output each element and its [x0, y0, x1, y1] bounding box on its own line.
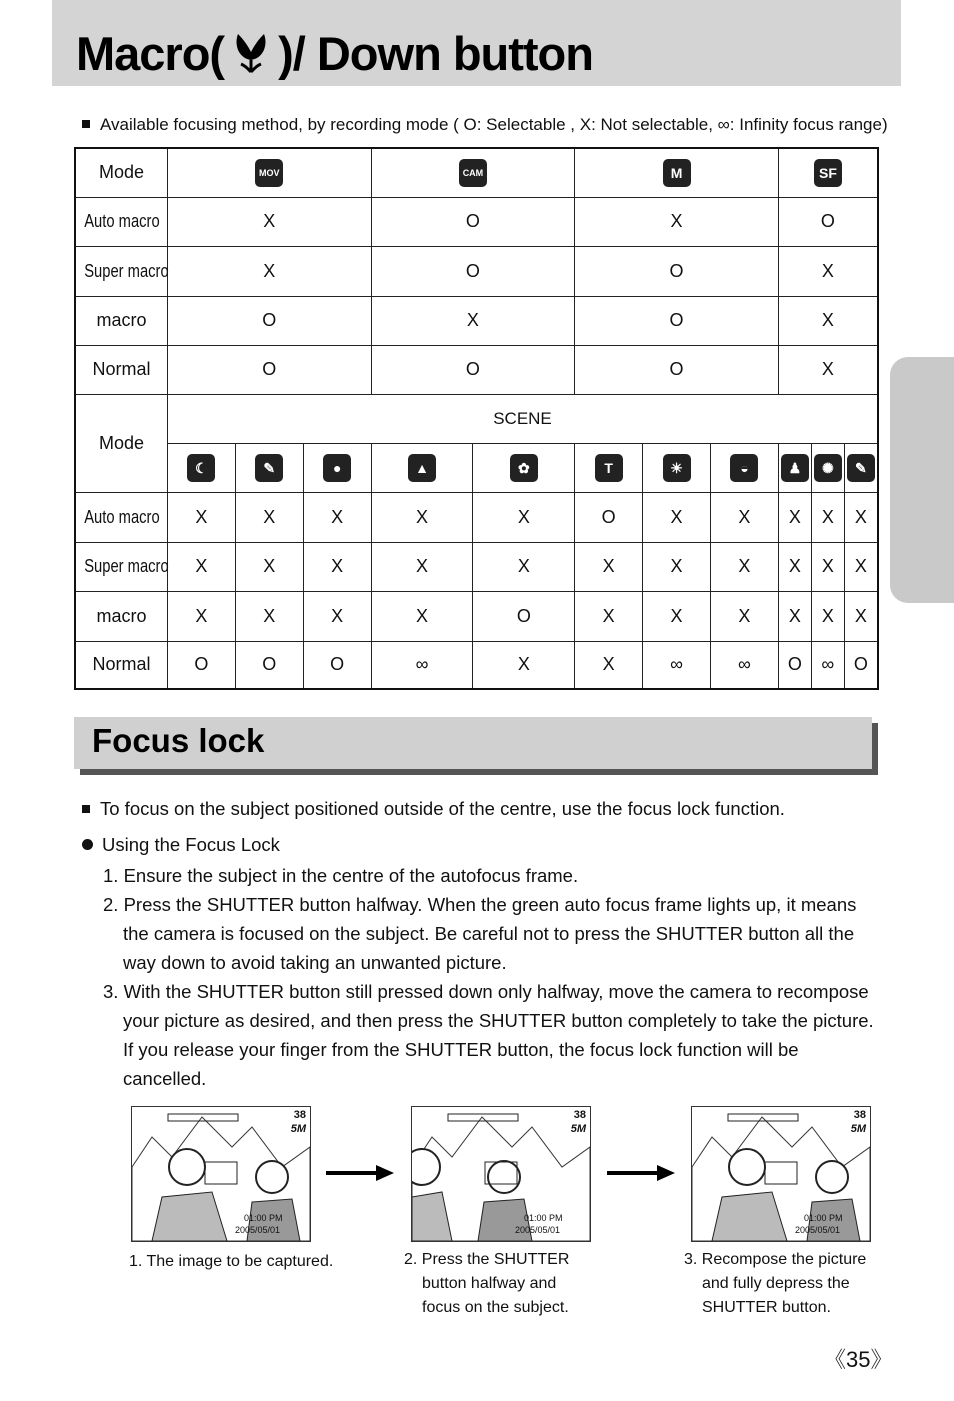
table-cell: Normal — [75, 641, 168, 689]
movie-mode-icon: MOV — [168, 148, 372, 197]
table-row — [75, 345, 878, 394]
table-cell: X — [575, 591, 643, 641]
table-cell: X — [710, 591, 778, 641]
table-cell: X — [371, 542, 473, 591]
table-cell: X — [778, 591, 811, 641]
intro-bullet: Available focusing method, by recording mode ( O: Selectable , X: Not selectable, ∞: Infinity focus range) — [82, 115, 888, 135]
focus-table — [74, 147, 879, 690]
table-row — [75, 197, 878, 246]
table-cell: X — [811, 542, 844, 591]
table-row — [75, 246, 878, 296]
date-stamp: 2005/05/01 — [515, 1225, 561, 1235]
table-cell: O — [168, 641, 236, 689]
table-cell: X — [643, 492, 711, 542]
table-cell: X — [235, 591, 303, 641]
table-cell: X — [844, 542, 878, 591]
table-cell: X — [575, 542, 643, 591]
table-row — [75, 492, 878, 542]
image-size: 5M — [850, 1123, 866, 1135]
focus-lock-bullet: To focus on the subject positioned outside of the centre, use the focus lock function. — [82, 798, 785, 820]
section-banner — [74, 717, 872, 769]
table-cell: O — [575, 492, 643, 542]
dawn-icon: ◒ — [710, 443, 778, 492]
section-title: Focus lock — [92, 722, 265, 759]
table-cell: X — [710, 542, 778, 591]
table-cell: X — [844, 492, 878, 542]
sf-mode-icon: SF — [778, 148, 878, 197]
sunset-icon: ☀ — [643, 443, 711, 492]
table-cell: X — [778, 246, 878, 296]
table-cell: O — [371, 197, 575, 246]
table-row — [75, 296, 878, 345]
step-1: 1. Ensure the subject in the centre of the autofocus frame. — [103, 865, 579, 886]
camera-auto-icon: CAM — [371, 148, 575, 197]
table-cell: O — [168, 296, 372, 345]
table-cell: X — [643, 542, 711, 591]
table-cell: O — [235, 641, 303, 689]
table-cell: X — [811, 591, 844, 641]
page-header — [52, 0, 901, 86]
camera-screen-3 — [691, 1106, 871, 1242]
page-title: Macro( )/ Down button — [76, 27, 593, 80]
children-icon: ● — [303, 443, 371, 492]
table-cell: Auto macro — [75, 197, 168, 246]
side-tab — [890, 357, 954, 603]
table-cell: X — [844, 591, 878, 641]
macro-flower-icon — [224, 30, 278, 74]
caption-3: 3. Recompose the picture and fully depress the SHUTTER button. — [684, 1251, 867, 1316]
table-cell: X — [235, 492, 303, 542]
table-cell: X — [371, 591, 473, 641]
arrow-icon — [607, 1163, 677, 1183]
table-cell: X — [778, 345, 878, 394]
table-cell: O — [168, 345, 372, 394]
table-cell: O — [371, 345, 575, 394]
table-cell: X — [473, 641, 575, 689]
table-cell: X — [168, 197, 372, 246]
time-stamp: 01:00 PM — [244, 1213, 283, 1223]
date-stamp: 2005/05/01 — [235, 1225, 281, 1235]
caption-2: 2. Press the SHUTTER button halfway and focus on the subject. — [404, 1251, 570, 1316]
time-stamp: 01:00 PM — [524, 1213, 563, 1223]
table-cell: X — [371, 492, 473, 542]
night-scene-icon: ☾ — [168, 443, 236, 492]
image-size: 5M — [290, 1123, 306, 1135]
table-cell: Normal — [75, 345, 168, 394]
step-3: 3. With the SHUTTER button still pressed down only halfway, move the camera to recompose your picture as desired, and then press the SHUTTER button completely to take the picture. If you release your finger from the SHUTTER button, the focus lock function will be cancelled. — [103, 981, 874, 1089]
time-stamp: 01:00 PM — [804, 1213, 843, 1223]
table-cell: X — [778, 492, 811, 542]
shot-count: 38 — [853, 1109, 866, 1121]
scene-illustration — [692, 1107, 870, 1241]
table-cell: O — [473, 591, 575, 641]
table-cell: Super macro — [75, 542, 168, 591]
scene-illustration — [412, 1107, 590, 1241]
arrow-icon — [326, 1163, 396, 1183]
table-cell: X — [168, 542, 236, 591]
table-cell: O — [303, 641, 371, 689]
table-cell: O — [575, 246, 779, 296]
table-cell: X — [303, 492, 371, 542]
image-size: 5M — [570, 1123, 586, 1135]
shot-count: 38 — [293, 1109, 306, 1121]
table-cell: X — [168, 246, 372, 296]
beach-snow-icon: ✎ — [844, 443, 878, 492]
table-cell: O — [778, 641, 811, 689]
text-icon: T — [575, 443, 643, 492]
fireworks-icon: ✺ — [811, 443, 844, 492]
table-cell: X — [473, 542, 575, 591]
scene-header: SCENE — [168, 394, 879, 443]
table-cell: X — [168, 591, 236, 641]
shot-count: 38 — [573, 1109, 586, 1121]
table-cell: macro — [75, 591, 168, 641]
camera-screen-1 — [131, 1106, 311, 1242]
table-cell: X — [778, 296, 878, 345]
portrait-icon: ✎ — [235, 443, 303, 492]
scene-illustration — [132, 1107, 310, 1241]
camera-manual-icon: M — [575, 148, 779, 197]
table-cell: macro — [75, 296, 168, 345]
table-cell: X — [710, 492, 778, 542]
table-cell: X — [575, 641, 643, 689]
table-cell: ∞ — [710, 641, 778, 689]
table-cell: Super macro — [75, 246, 168, 296]
table-cell: O — [844, 641, 878, 689]
table-row — [75, 542, 878, 591]
table-cell: X — [473, 492, 575, 542]
scene-icons-row — [75, 443, 878, 492]
steps-list — [103, 861, 883, 1093]
table-cell: X — [643, 591, 711, 641]
step-2: 2. Press the SHUTTER button halfway. When the green auto focus frame lights up, it means the camera is focused on the subject. Be careful not to press the SHUTTER button all the way down to avoid taking an unwanted picture. — [103, 894, 857, 973]
table-cell: O — [575, 345, 779, 394]
mode-header: Mode — [75, 148, 168, 197]
table-row — [75, 591, 878, 641]
table-cell: ∞ — [643, 641, 711, 689]
using-heading: Using the Focus Lock — [82, 834, 280, 856]
table-cell: X — [303, 542, 371, 591]
table-cell: Auto macro — [75, 492, 168, 542]
close-up-icon: ✿ — [473, 443, 575, 492]
table-cell: X — [235, 542, 303, 591]
page-number: 《35》 — [824, 1347, 893, 1372]
table-cell: O — [371, 246, 575, 296]
table-cell: X — [168, 492, 236, 542]
landscape-icon: ▲ — [371, 443, 473, 492]
table-cell: ∞ — [371, 641, 473, 689]
table-cell: X — [811, 492, 844, 542]
table-cell: ∞ — [811, 641, 844, 689]
table-cell: X — [303, 591, 371, 641]
table-row — [75, 641, 878, 689]
table-cell: O — [575, 296, 779, 345]
backlight-icon: ♟ — [778, 443, 811, 492]
camera-screen-2 — [411, 1106, 591, 1242]
table-cell: X — [371, 296, 575, 345]
table-cell: X — [575, 197, 779, 246]
mode-header: Mode — [75, 394, 168, 492]
caption-1: 1. The image to be captured. — [129, 1253, 334, 1270]
table-cell: O — [778, 197, 878, 246]
date-stamp: 2005/05/01 — [795, 1225, 841, 1235]
table-cell: X — [778, 542, 811, 591]
